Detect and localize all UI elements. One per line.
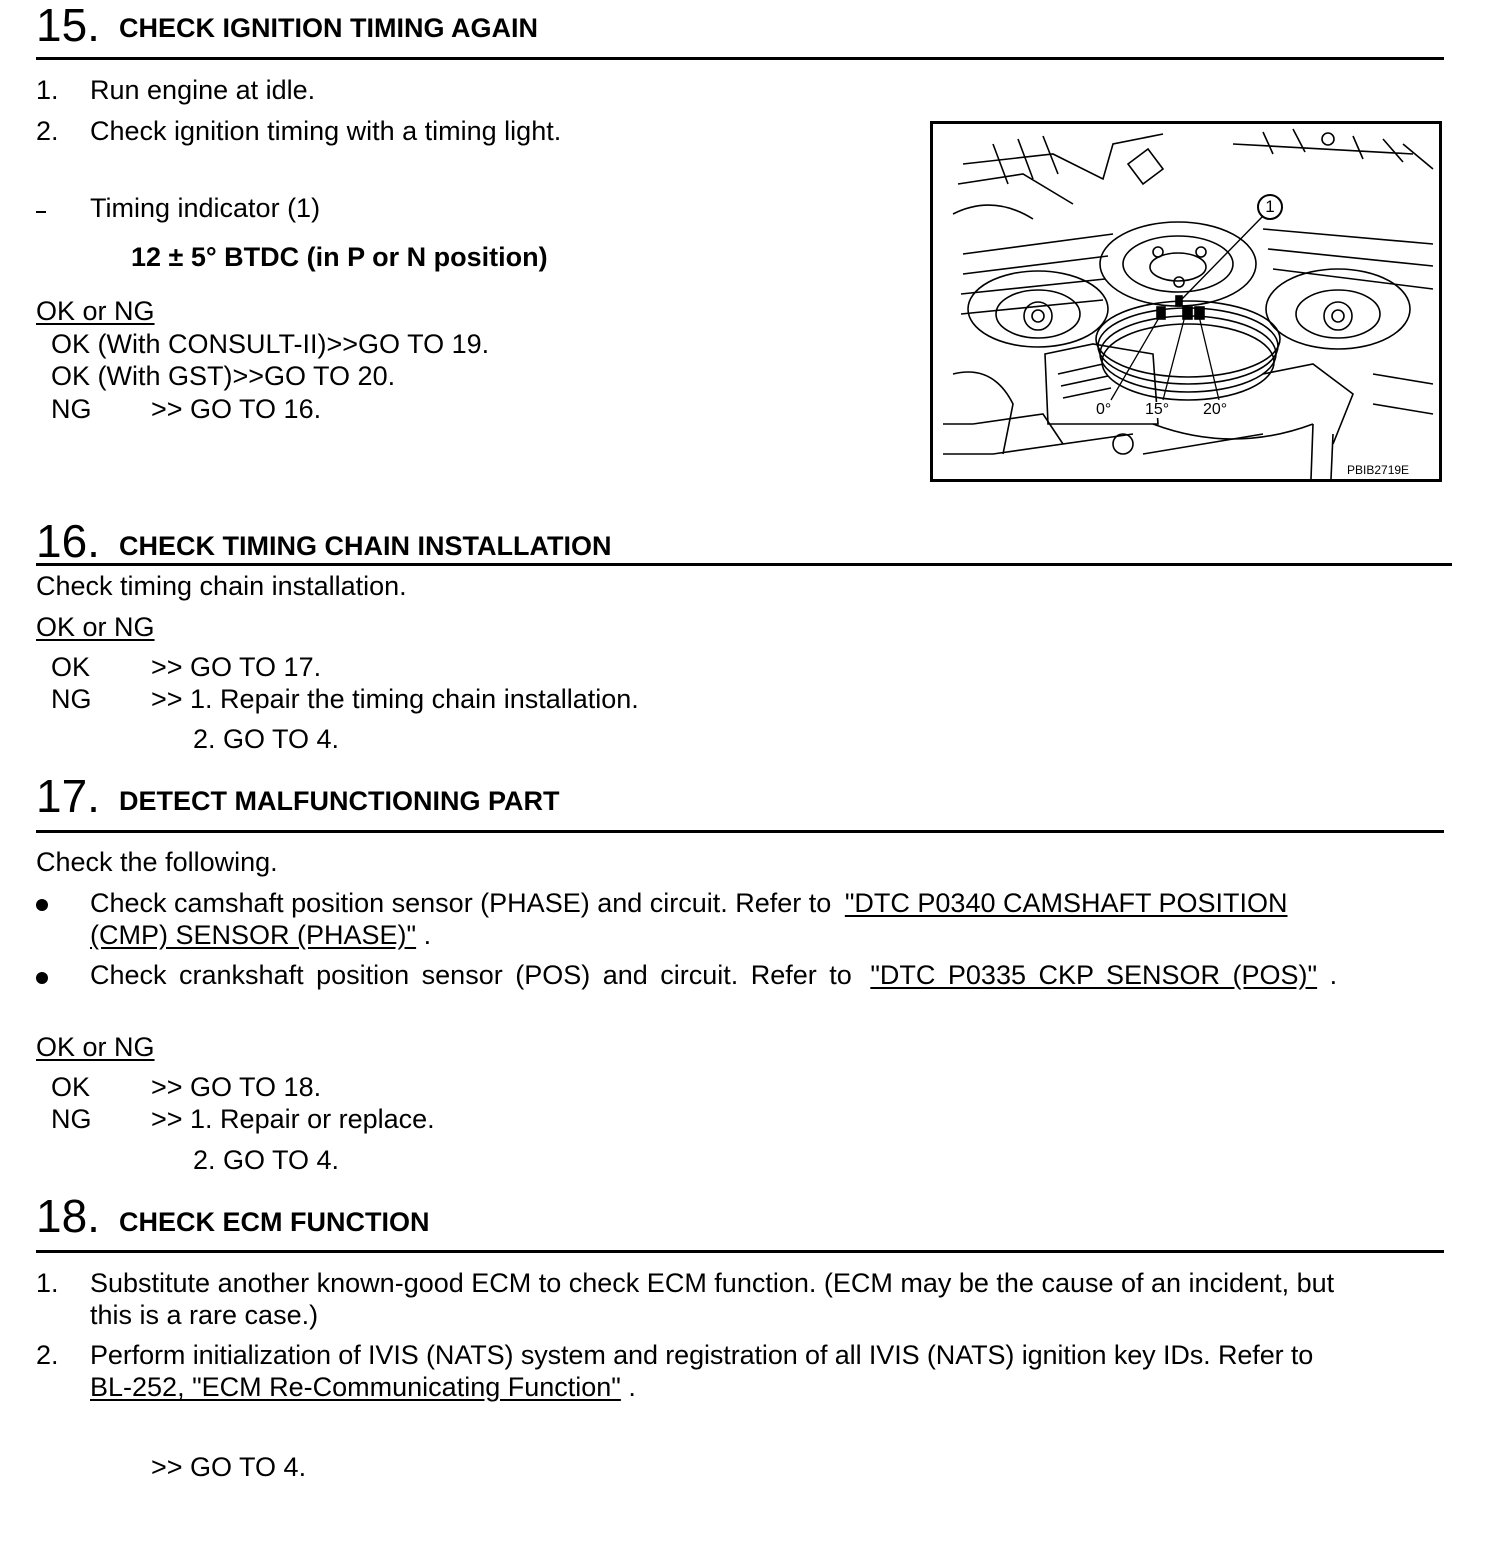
step-15-divider — [36, 57, 1444, 60]
timing-spec: 12 ± 5° BTDC (in P or N position) — [131, 242, 548, 272]
dash-marker — [36, 211, 46, 213]
step-16-number: 16. — [36, 515, 100, 567]
step-16-result-ok-text: >> GO TO 17. — [151, 652, 322, 682]
step-18-final: >> GO TO 4. — [151, 1452, 307, 1482]
step-16-ok-ng-heading: OK or NG — [36, 612, 155, 642]
step-17-number: 17. — [36, 770, 100, 822]
step-17-title: DETECT MALFUNCTIONING PART — [119, 786, 560, 816]
step-16-title: CHECK TIMING CHAIN INSTALLATION — [119, 531, 612, 561]
step-17-result-ok-key: OK — [51, 1072, 91, 1102]
step-16-result-ng-text: >> 1. Repair the timing chain installation. — [151, 684, 639, 714]
step-17-result-ng-key: NG — [51, 1104, 92, 1134]
step-18-item-1-number: 1. — [36, 1268, 59, 1298]
bullet-1-line-1 — [90, 887, 1288, 919]
step-17-result-ok-text: >> GO TO 18. — [151, 1072, 322, 1102]
engine-pulley-illustration — [933, 124, 1439, 479]
step-18-item-2-line-1: Perform initialization of IVIS (NATS) system and registration of all IVIS (NATS) ignition key IDs. Refer to — [90, 1340, 1314, 1370]
mark-label-20: 20° — [1203, 401, 1228, 418]
mark-label-0: 0° — [1096, 401, 1112, 418]
bullet-2-tail: . — [1329, 960, 1338, 990]
dtc-p0340-link-continued[interactable]: (CMP) SENSOR (PHASE)" — [90, 920, 417, 950]
timing-indicator-label: Timing indicator (1) — [90, 193, 321, 223]
dtc-p0340-link[interactable]: "DTC P0340 CAMSHAFT POSITION — [844, 888, 1288, 918]
step-15-result-ok-gst: OK (With GST)>>GO TO 20. — [51, 361, 396, 391]
step-18-divider — [36, 1250, 1444, 1253]
bl-252-link[interactable]: BL-252, "ECM Re-Communicating Function" — [90, 1372, 621, 1402]
dtc-p0335-link[interactable]: "DTC P0335 CKP SENSOR (POS)" — [870, 960, 1318, 990]
step-15-number: 15. — [36, 0, 100, 51]
step-17-body: Check the following. — [36, 847, 278, 877]
step-17-continuation: 2. GO TO 4. — [193, 1145, 340, 1175]
figure-code: PBIB2719E — [1347, 463, 1410, 477]
step-15-result-ng-text: >> GO TO 16. — [151, 394, 322, 424]
step-17-ok-ng-heading: OK or NG — [36, 1032, 155, 1062]
callout-circle — [1257, 194, 1283, 220]
bullet-1-text: Check camshaft position sensor (PHASE) and circuit. Refer to — [90, 888, 832, 918]
step-15-result-ng-key: NG — [51, 394, 92, 424]
step-18-item-1-line-1: Substitute another known-good ECM to check ECM function. (ECM may be the cause of an incident, but — [90, 1268, 1335, 1298]
step-15-item-2-number: 2. — [36, 116, 59, 146]
step-16-continuation: 2. GO TO 4. — [193, 724, 340, 754]
step-16-result-ng-key: NG — [51, 684, 92, 714]
step-16-body: Check timing chain installation. — [36, 571, 407, 601]
step-18-item-2-tail: . — [628, 1372, 636, 1402]
bullet-1-line-2 — [90, 919, 431, 951]
step-15-item-1-number: 1. — [36, 75, 59, 105]
step-15-item-1-text: Run engine at idle. — [90, 75, 316, 105]
timing-indicator-figure — [930, 121, 1442, 482]
bullet-marker — [36, 899, 48, 911]
step-18-item-2-line-2 — [90, 1371, 636, 1403]
step-18-item-2-number: 2. — [36, 1340, 59, 1370]
step-15-item-2-text: Check ignition timing with a timing light. — [90, 116, 562, 146]
step-15-result-ok-consult: OK (With CONSULT-II)>>GO TO 19. — [51, 329, 490, 359]
step-18-title: CHECK ECM FUNCTION — [119, 1207, 430, 1237]
step-18-number: 18. — [36, 1190, 100, 1242]
step-18-item-1-line-2: this is a rare case.) — [90, 1300, 319, 1330]
step-17-divider — [36, 830, 1444, 833]
step-15-ok-ng-heading: OK or NG — [36, 296, 155, 326]
bullet-2-line — [90, 959, 1337, 991]
bullet-2-text: Check crankshaft position sensor (POS) and circuit. Refer to — [90, 960, 852, 990]
step-15-title: CHECK IGNITION TIMING AGAIN — [119, 13, 538, 43]
bullet-marker — [36, 972, 48, 984]
step-16-divider — [36, 563, 1452, 566]
bullet-1-tail: . — [423, 920, 432, 950]
mark-label-15: 15° — [1145, 401, 1170, 418]
step-16-result-ok-key: OK — [51, 652, 91, 682]
step-17-result-ng-text: >> 1. Repair or replace. — [151, 1104, 435, 1134]
callout-number: 1 — [1265, 197, 1275, 216]
